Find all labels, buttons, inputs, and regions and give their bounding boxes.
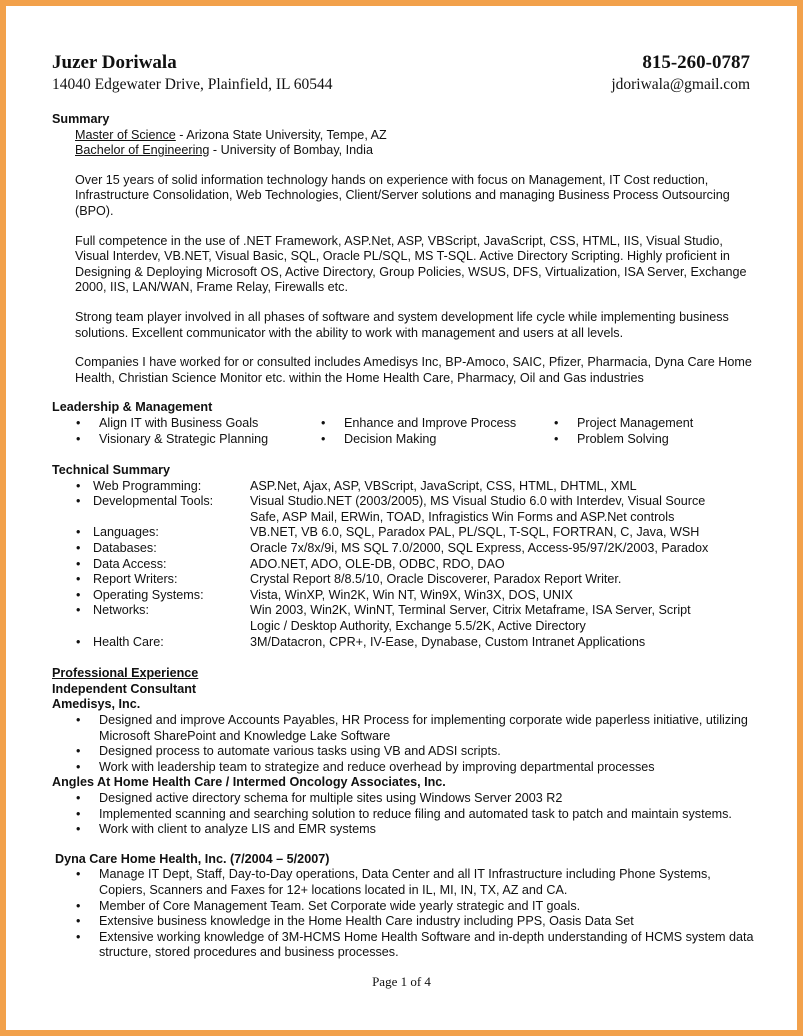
tech-row [52, 603, 758, 634]
list-item: • Work with client to analyze LIS and EMR systems [99, 822, 758, 838]
summary-paragraph: Companies I have worked for or consulted includes Amedisys Inc, BP-Amoco, SAIC, Pfizer, Pharmacia, Dyna Care Home Health, Christian Science Monitor etc. within the Home Health Care, Pharmacy, Oil and Gas industries [75, 355, 752, 385]
degree-2-title: Bachelor of Engineering [75, 143, 210, 158]
tech-row [52, 572, 758, 588]
list-item: • Extensive business knowledge in the Home Health Care industry including PPS, Oasis Data Set [99, 914, 758, 930]
company-bullets [52, 713, 758, 775]
resume-body [52, 112, 758, 961]
tech-label: • Report Writers: [93, 572, 250, 588]
list-item: • Designed and improve Accounts Payables, HR Process for implementing corporate wide paperless initiative, utilizing Microsoft SharePoint and Knowledge Lake Software [99, 713, 758, 744]
summary-paragraph: Over 15 years of solid information technology hands on experience with focus on Management, IT Cost reduction, Infrastructure Consolidation, Web Technologies, Client/Server solutions and managing Business Process Outsourcing (BPO). [75, 172, 730, 218]
tech-label: • Health Care: [93, 635, 250, 651]
tech-value: ADO.NET, ADO, OLE-DB, ODBC, RDO, DAO [250, 556, 505, 571]
list-item: • Problem Solving [577, 432, 758, 448]
page-number: Page 1 of 4 [372, 974, 431, 989]
summary-paragraph: Strong team player involved in all phases of software and system development life cycle while implementing business solutions. Excellent communicator with the ability to work with management and users at all levels. [75, 309, 729, 340]
tech-value: Win 2003, Win2K, WinNT, Terminal Server, Citrix Metaframe, ISA Server, Script Logic / Desktop Authority, Exchange 5.5/2K, Active Directory [250, 603, 691, 634]
list-item: • Implemented scanning and searching solution to reduce filing and automated task to patch and maintain systems. [99, 807, 758, 823]
email: jdoriwala@gmail.com [611, 76, 750, 93]
tech-value: Crystal Report 8/8.5/10, Oracle Discoverer, Paradox Report Writer. [250, 572, 622, 587]
tech-row [52, 525, 758, 541]
phone-number: 815-260-0787 [642, 52, 750, 73]
tech-row [52, 541, 758, 557]
summary-paragraph: Full competence in the use of .NET Framework, ASP.Net, ASP, VBScript, JavaScript, CSS, HTML, IIS, Visual Studio, Visual Interdev, VB.NET, Visual Basic, SQL, Oracle PL/SQL, MS T-SQL. Active Directory Scripting. Highly proficient in Designing & Deploying Microsoft OS, Active Directory, Group Policies, WSUS, DFS, Virtualization, ISA Server, Exchange 2000, IIS, LAN/WAN, Frame Relay, Firewalls etc. [75, 233, 747, 295]
list-item: • Extensive working knowledge of 3M-HCMS Home Health Software and in-depth understanding of HCMS system data structure, stored procedures and business processes. [99, 930, 758, 961]
list-item: • Designed active directory schema for multiple sites using Windows Server 2003 R2 [99, 791, 758, 807]
tech-label: • Web Programming: [93, 479, 250, 495]
company-bullets [52, 867, 758, 961]
leadership-heading: Leadership & Management [52, 400, 213, 415]
list-item: • Work with leadership team to strategize and reduce overhead by improving departmental processes [99, 760, 758, 776]
tech-label: • Developmental Tools: [93, 494, 250, 525]
degree-1 [52, 128, 758, 144]
tech-value: Oracle 7x/8x/9i, MS SQL 7.0/2000, SQL Express, Access-95/97/2K/2003, Paradox [250, 541, 709, 556]
summary-heading: Summary [52, 112, 110, 126]
experience-heading: Professional Experience [52, 666, 199, 681]
company-name: Amedisys, Inc. [52, 697, 141, 712]
leadership-list [52, 416, 758, 447]
list-item: • Manage IT Dept, Staff, Day-to-Day operations, Data Center and all IT Infrastructure including Phone Systems, Copiers, Scanners and Faxes for 12+ locations located in IL, MI, IN, TX, AZ and CA. [99, 867, 758, 898]
tech-row [52, 557, 758, 573]
degree-2 [52, 143, 758, 159]
company-name: Angles At Home Health Care / Intermed Oncology Associates, Inc. [52, 775, 446, 790]
tech-label: • Data Access: [93, 557, 250, 573]
tech-row [52, 635, 758, 651]
degree-1-title: Master of Science [75, 127, 176, 142]
tech-row [52, 494, 758, 525]
tech-value: Visual Studio.NET (2003/2005), MS Visual Studio 6.0 with Interdev, Visual Source Safe, ASP Mail, ERWin, TOAD, Infragistics Win Forms and ASP.Net controls [250, 494, 706, 524]
tech-value: ASP.Net, Ajax, ASP, VBScript, JavaScript, CSS, HTML, DHTML, XML [250, 478, 637, 493]
tech-label: • Operating Systems: [93, 588, 250, 604]
tech-label: • Databases: [93, 541, 250, 557]
list-item: • Align IT with Business Goals [99, 416, 344, 432]
technical-heading: Technical Summary [52, 463, 171, 478]
company-name: Dyna Care Home Health, Inc. (7/2004 – 5/2007) [55, 851, 330, 866]
degree-1-school: - Arizona State University, Tempe, AZ [175, 127, 387, 142]
tech-value: VB.NET, VB 6.0, SQL, Paradox PAL, PL/SQL, T-SQL, FORTRAN, C, Java, WSH [250, 525, 700, 540]
tech-label: • Networks: [93, 603, 250, 634]
experience-role: Independent Consultant [52, 681, 197, 696]
candidate-name: Juzer Doriwala [52, 52, 177, 73]
tech-row [52, 479, 758, 495]
list-item: • Decision Making [344, 432, 577, 448]
list-item: • Enhance and Improve Process [344, 416, 577, 432]
degree-2-school: - University of Bombay, India [209, 143, 373, 158]
list-item: • Visionary & Strategic Planning [99, 432, 344, 448]
tech-value: Vista, WinXP, Win2K, Win NT, Win9X, Win3X, DOS, UNIX [250, 587, 573, 602]
list-item: • Member of Core Management Team. Set Corporate wide yearly strategic and IT goals. [99, 899, 758, 915]
tech-label: • Languages: [93, 525, 250, 541]
list-item: • Project Management [577, 416, 758, 432]
list-item: • Designed process to automate various tasks using VB and ADSI scripts. [99, 744, 758, 760]
company-bullets [52, 791, 758, 838]
resume-page [6, 6, 797, 1030]
address: 14040 Edgewater Drive, Plainfield, IL 60544 [52, 76, 333, 93]
tech-row [52, 588, 758, 604]
tech-value: 3M/Datacron, CPR+, IV-Ease, Dynabase, Custom Intranet Applications [250, 634, 646, 649]
